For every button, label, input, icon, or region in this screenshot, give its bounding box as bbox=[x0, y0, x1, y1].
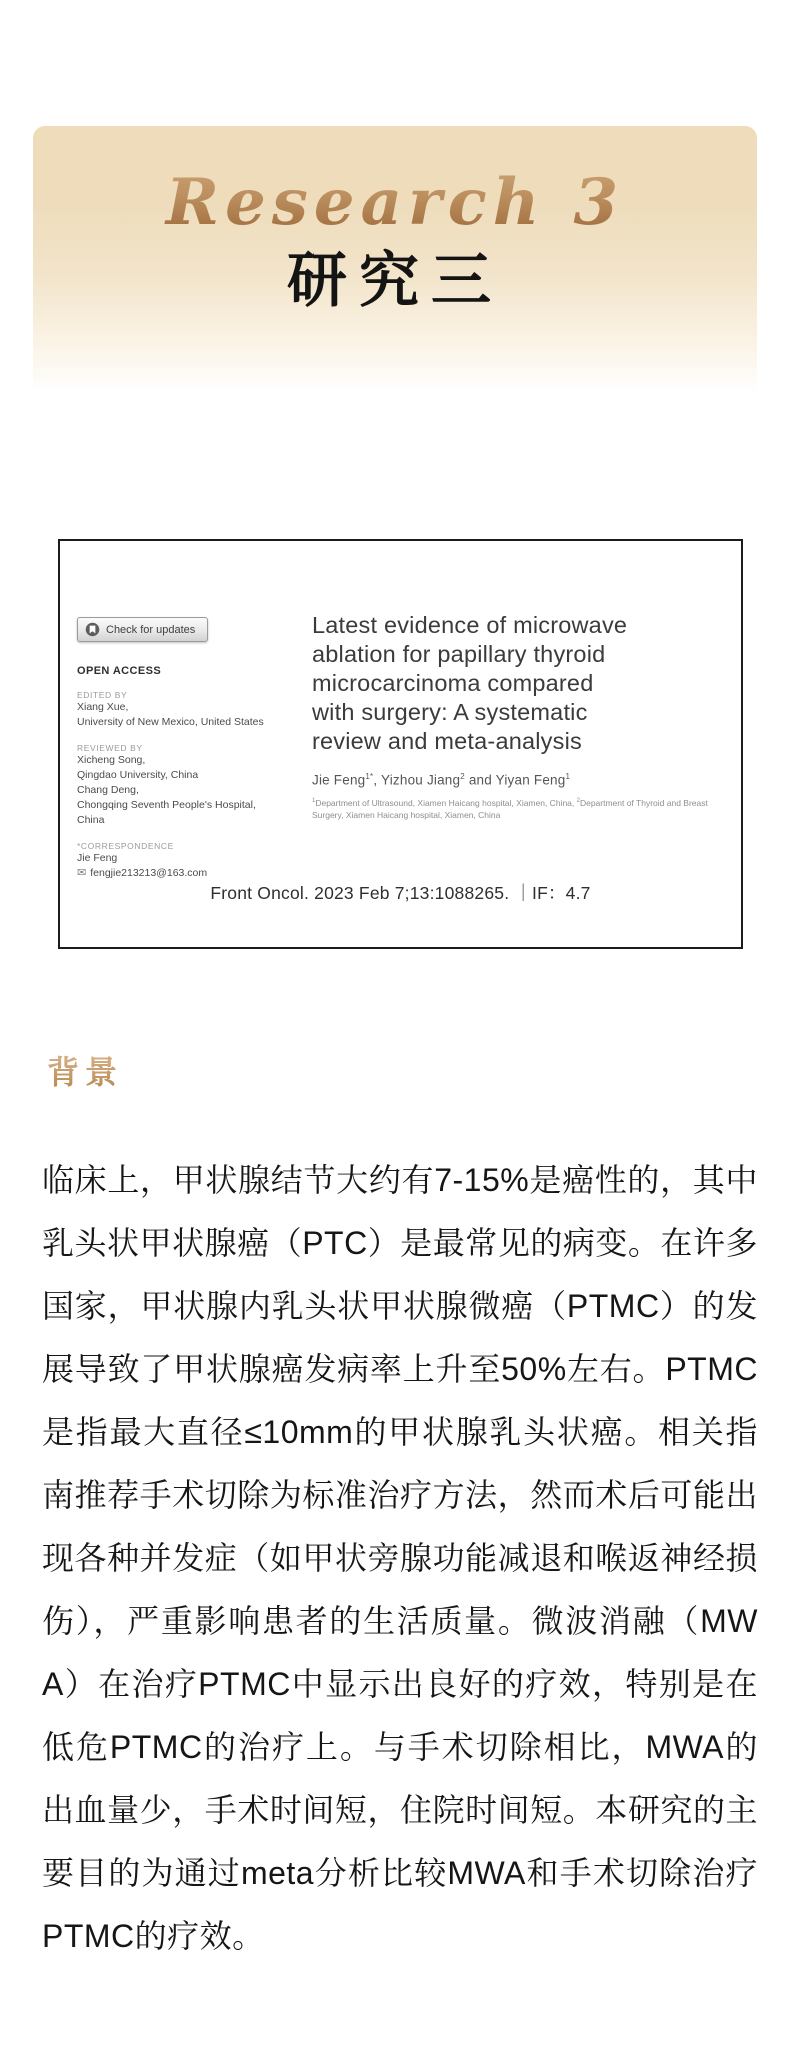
paper-title-line: microcarcinoma compared bbox=[312, 670, 594, 696]
reviewer-line: Xicheng Song, bbox=[77, 754, 146, 766]
paper-authors: Jie Feng$^{1*}$, Yizhou Jiang$^2$ and Yiyan Feng$^1$ bbox=[312, 772, 571, 788]
paper-affiliations: $^1$Department of Ultrasound, Xiamen Haicang hospital, Xiamen, China, $^2$Department of Thyroid and Breast Surgery, Xiamen Haicang hospital, Xiamen, China bbox=[312, 797, 708, 821]
author-superscript: 1* bbox=[365, 772, 374, 781]
paper-screenshot-card bbox=[58, 539, 743, 949]
edited-by-label: EDITED BY bbox=[77, 690, 128, 700]
paper-meta-column bbox=[77, 617, 305, 881]
journal-citation: Front Oncol. 2023 Feb 7;13:1088265. ｜IF：4.7 bbox=[210, 883, 591, 903]
correspondence-label: *CORRESPONDENCE bbox=[77, 841, 174, 851]
editor-name: Xiang Xue, bbox=[77, 701, 129, 713]
envelope-icon: ✉ bbox=[77, 867, 87, 879]
affiliation-superscript: 1 bbox=[312, 797, 316, 804]
paper-title-line: with surgery: A systematic bbox=[312, 699, 588, 725]
reviewer-line: Qingdao University, China bbox=[77, 769, 199, 781]
reviewer-line: China bbox=[77, 814, 105, 826]
reviewed-by-label: REVIEWED BY bbox=[77, 743, 143, 753]
paper-title-column bbox=[312, 611, 732, 822]
editor-affiliation: University of New Mexico, United States bbox=[77, 716, 264, 728]
check-for-updates-button[interactable] bbox=[77, 617, 208, 642]
reviewer-line: Chang Deng, bbox=[77, 784, 139, 796]
correspondence-email-row bbox=[77, 866, 305, 881]
section-title-chinese: 研究三 bbox=[287, 248, 503, 314]
correspondence-email[interactable]: fengjie213213@163.com bbox=[90, 867, 208, 879]
open-access-label: OPEN ACCESS bbox=[77, 665, 162, 677]
paper-title-line: Latest evidence of microwave bbox=[312, 612, 628, 638]
crossmark-icon bbox=[85, 622, 100, 637]
author-superscript: 2 bbox=[460, 772, 465, 781]
section-header-banner bbox=[33, 126, 757, 392]
background-section-heading: 背景 bbox=[47, 1050, 123, 1094]
author-superscript: 1 bbox=[565, 772, 571, 781]
paper-title-line: review and meta-analysis bbox=[312, 728, 582, 754]
background-paragraph: 临床上，甲状腺结节大约有7-15%是癌性的，其中乳头状甲状腺癌（PTC）是最常见的病变。在许多国家，甲状腺内乳头状甲状腺微癌（PTMC）的发展导致了甲状腺癌发病率上升至50%左右。PTMC是指最大直径≤10mm的甲状腺乳头状癌。相关指南推荐手术切除为标准治疗方法，然而术后可能出现各种并发症（如甲状旁腺功能减退和喉返神经损伤），严重影响患者的生活质量。微波消融（MWA）在治疗PTMC中显示出良好的疗效，特别是在低危PTMC的治疗上。与手术切除相比，MWA的出血量少，手术时间短，住院时间短。本研究的主要目的为通过meta分析比较MWA和手术切除治疗PTMC的疗效。 bbox=[42, 1162, 758, 1954]
check-for-updates-label: Check for updates bbox=[106, 623, 196, 636]
reviewer-line: Chongqing Seventh People's Hospital, bbox=[77, 799, 256, 811]
paper-title bbox=[312, 611, 732, 756]
affiliation-superscript: 2 bbox=[576, 797, 580, 804]
correspondence-name: Jie Feng bbox=[77, 852, 118, 864]
paper-title-line: ablation for papillary thyroid bbox=[312, 641, 606, 667]
section-title-english: Research 3 bbox=[33, 168, 757, 238]
